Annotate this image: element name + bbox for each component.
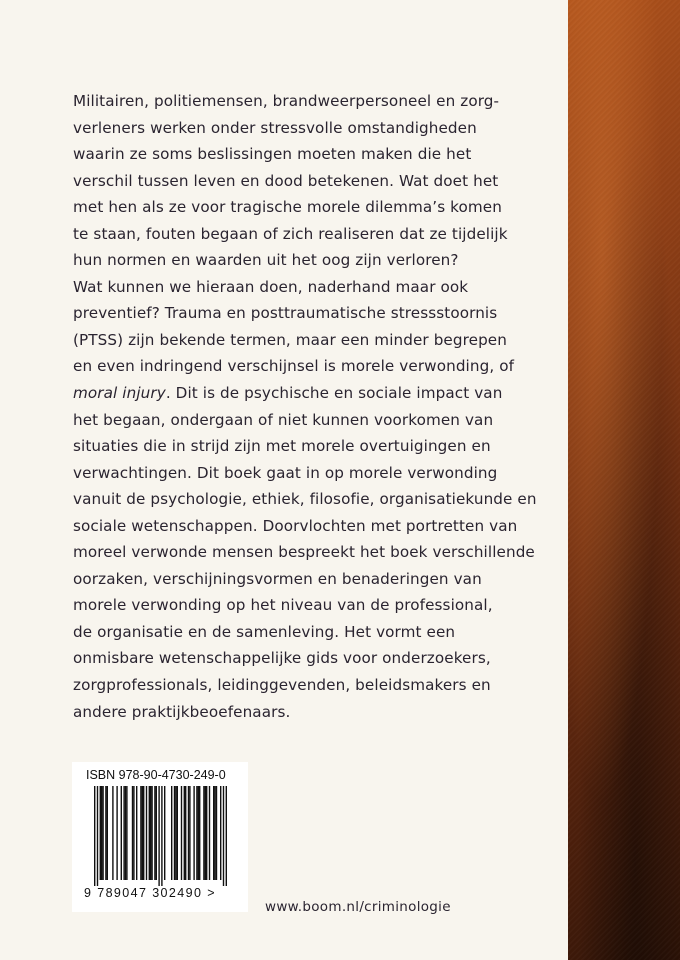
barcode-bar [216, 786, 217, 880]
blurb-line: hun normen en waarden uit het oog zijn verloren? [73, 251, 459, 270]
barcode-bar [140, 786, 141, 880]
blurb-line: (PTSS) zijn bekende termen, maar een minder begrepen [73, 330, 507, 349]
blurb-line: situaties die in strijd zijn met morele overtuigingen en [73, 437, 491, 456]
blurb-line: verleners werken onder stressvolle omstandigheden [73, 118, 477, 137]
barcode-bar [181, 786, 182, 880]
barcode-bar [214, 786, 215, 880]
barcode-bar [206, 786, 207, 880]
barcode-bar [199, 786, 200, 880]
barcode-box [72, 762, 248, 912]
blurb-line: onmisbare wetenschappelijke gids voor onderzoekers, [73, 649, 491, 668]
barcode-bar [174, 786, 175, 880]
barcode-bar [107, 786, 108, 880]
barcode-bar [101, 786, 102, 880]
barcode-bar [158, 786, 159, 886]
blurb-line: waarin ze soms beslissingen moeten maken die het [73, 145, 472, 164]
blurb-line-italic [73, 380, 533, 407]
barcode-bar [154, 786, 155, 880]
blurb-line: andere praktijkbeoefenaars. [73, 702, 291, 721]
blurb-line: moreel verwonde mensen bespreekt het boek verschillende [73, 543, 535, 562]
blurb-line: zorgprofessionals, leidinggevenden, beleidsmakers en [73, 676, 491, 695]
barcode-bar [112, 786, 113, 880]
barcode-bar [105, 786, 106, 880]
barcode-bar [125, 786, 126, 880]
barcode-bar [123, 786, 124, 880]
blurb-line: morele verwonding op het niveau van de professional, [73, 596, 493, 615]
after-italic-text: . Dit is de psychische en sociale impact van [165, 384, 503, 403]
blurb-line: met hen als ze voor tragische morele dilemma’s komen [73, 198, 502, 217]
barcode-bar [146, 786, 147, 880]
italic-term: moral injury [73, 384, 166, 403]
barcode-bar [223, 786, 224, 886]
barcode-digits: 9 789047 302490 > [84, 886, 216, 900]
barcode-bar [143, 786, 144, 880]
blurb-line: vanuit de psychologie, ethiek, filosofie, organisatiekunde en [73, 490, 537, 509]
blurb-line: en even indringend verschijnsel is morele verwonding, of [73, 357, 515, 376]
blurb-line: verschil tussen leven en dood betekenen. Wat doet het [73, 171, 499, 190]
barcode-bar [205, 786, 206, 880]
barcode-bar [175, 786, 176, 880]
barcode-bar [100, 786, 101, 880]
spine-strip [568, 0, 680, 960]
blurb-line: sociale wetenschappen. Doorvlochten met portretten van [73, 516, 518, 535]
barcode-bar [171, 786, 172, 880]
barcode-bar [209, 786, 210, 880]
barcode-image [84, 786, 236, 886]
barcode-bar [161, 786, 162, 886]
barcode-bar [136, 786, 137, 880]
barcode-bar [193, 786, 194, 880]
blurb-paragraph [73, 88, 537, 725]
barcode-bar [189, 786, 190, 880]
blurb-line: te staan, fouten begaan of zich realiseren dat ze tijdelijk [73, 224, 508, 243]
barcode-bar [156, 786, 157, 880]
barcode-bar [151, 786, 152, 880]
barcode-bar [97, 786, 98, 886]
barcode-bar [203, 786, 204, 880]
blurb-line: preventief? Trauma en posttraumatische stressstoornis [73, 304, 498, 323]
barcode-bar [213, 786, 214, 880]
barcode-bar [196, 786, 197, 880]
barcode-bar [185, 786, 186, 880]
barcode-bar [126, 786, 127, 880]
blurb-line: de organisatie en de samenleving. Het vormt een [73, 622, 456, 641]
barcode-bar [132, 786, 133, 880]
barcode-bar [184, 786, 185, 880]
blurb-text [73, 88, 537, 725]
blurb-line: verwachtingen. Dit boek gaat in op morele verwonding [73, 463, 498, 482]
blurb-line: Militairen, politiemensen, brandweerpersoneel en zorg- [73, 92, 500, 110]
publisher-website: www.boom.nl/criminologie [265, 899, 451, 915]
barcode-bar [94, 786, 95, 886]
barcode-bar [164, 786, 165, 880]
barcode-bar [198, 786, 199, 880]
blurb-line: oorzaken, verschijningsvormen en benaderingen van [73, 569, 482, 588]
blurb-line: het begaan, ondergaan of niet kunnen voorkomen van [73, 410, 494, 429]
blurb-line: Wat kunnen we hieraan doen, naderhand maar ook [73, 277, 469, 296]
barcode-bar [226, 786, 227, 886]
barcode-bar [116, 786, 117, 880]
barcode-bar [149, 786, 150, 880]
barcode-bar [150, 786, 151, 880]
barcode-bar [102, 786, 103, 880]
isbn-label: ISBN 978-90-4730-249-0 [86, 768, 226, 782]
barcode-bar [220, 786, 221, 880]
barcode-bar [188, 786, 189, 880]
barcode-bar [177, 786, 178, 880]
barcode-bar [133, 786, 134, 880]
barcode-bar [142, 786, 143, 880]
barcode-bar [121, 786, 122, 880]
